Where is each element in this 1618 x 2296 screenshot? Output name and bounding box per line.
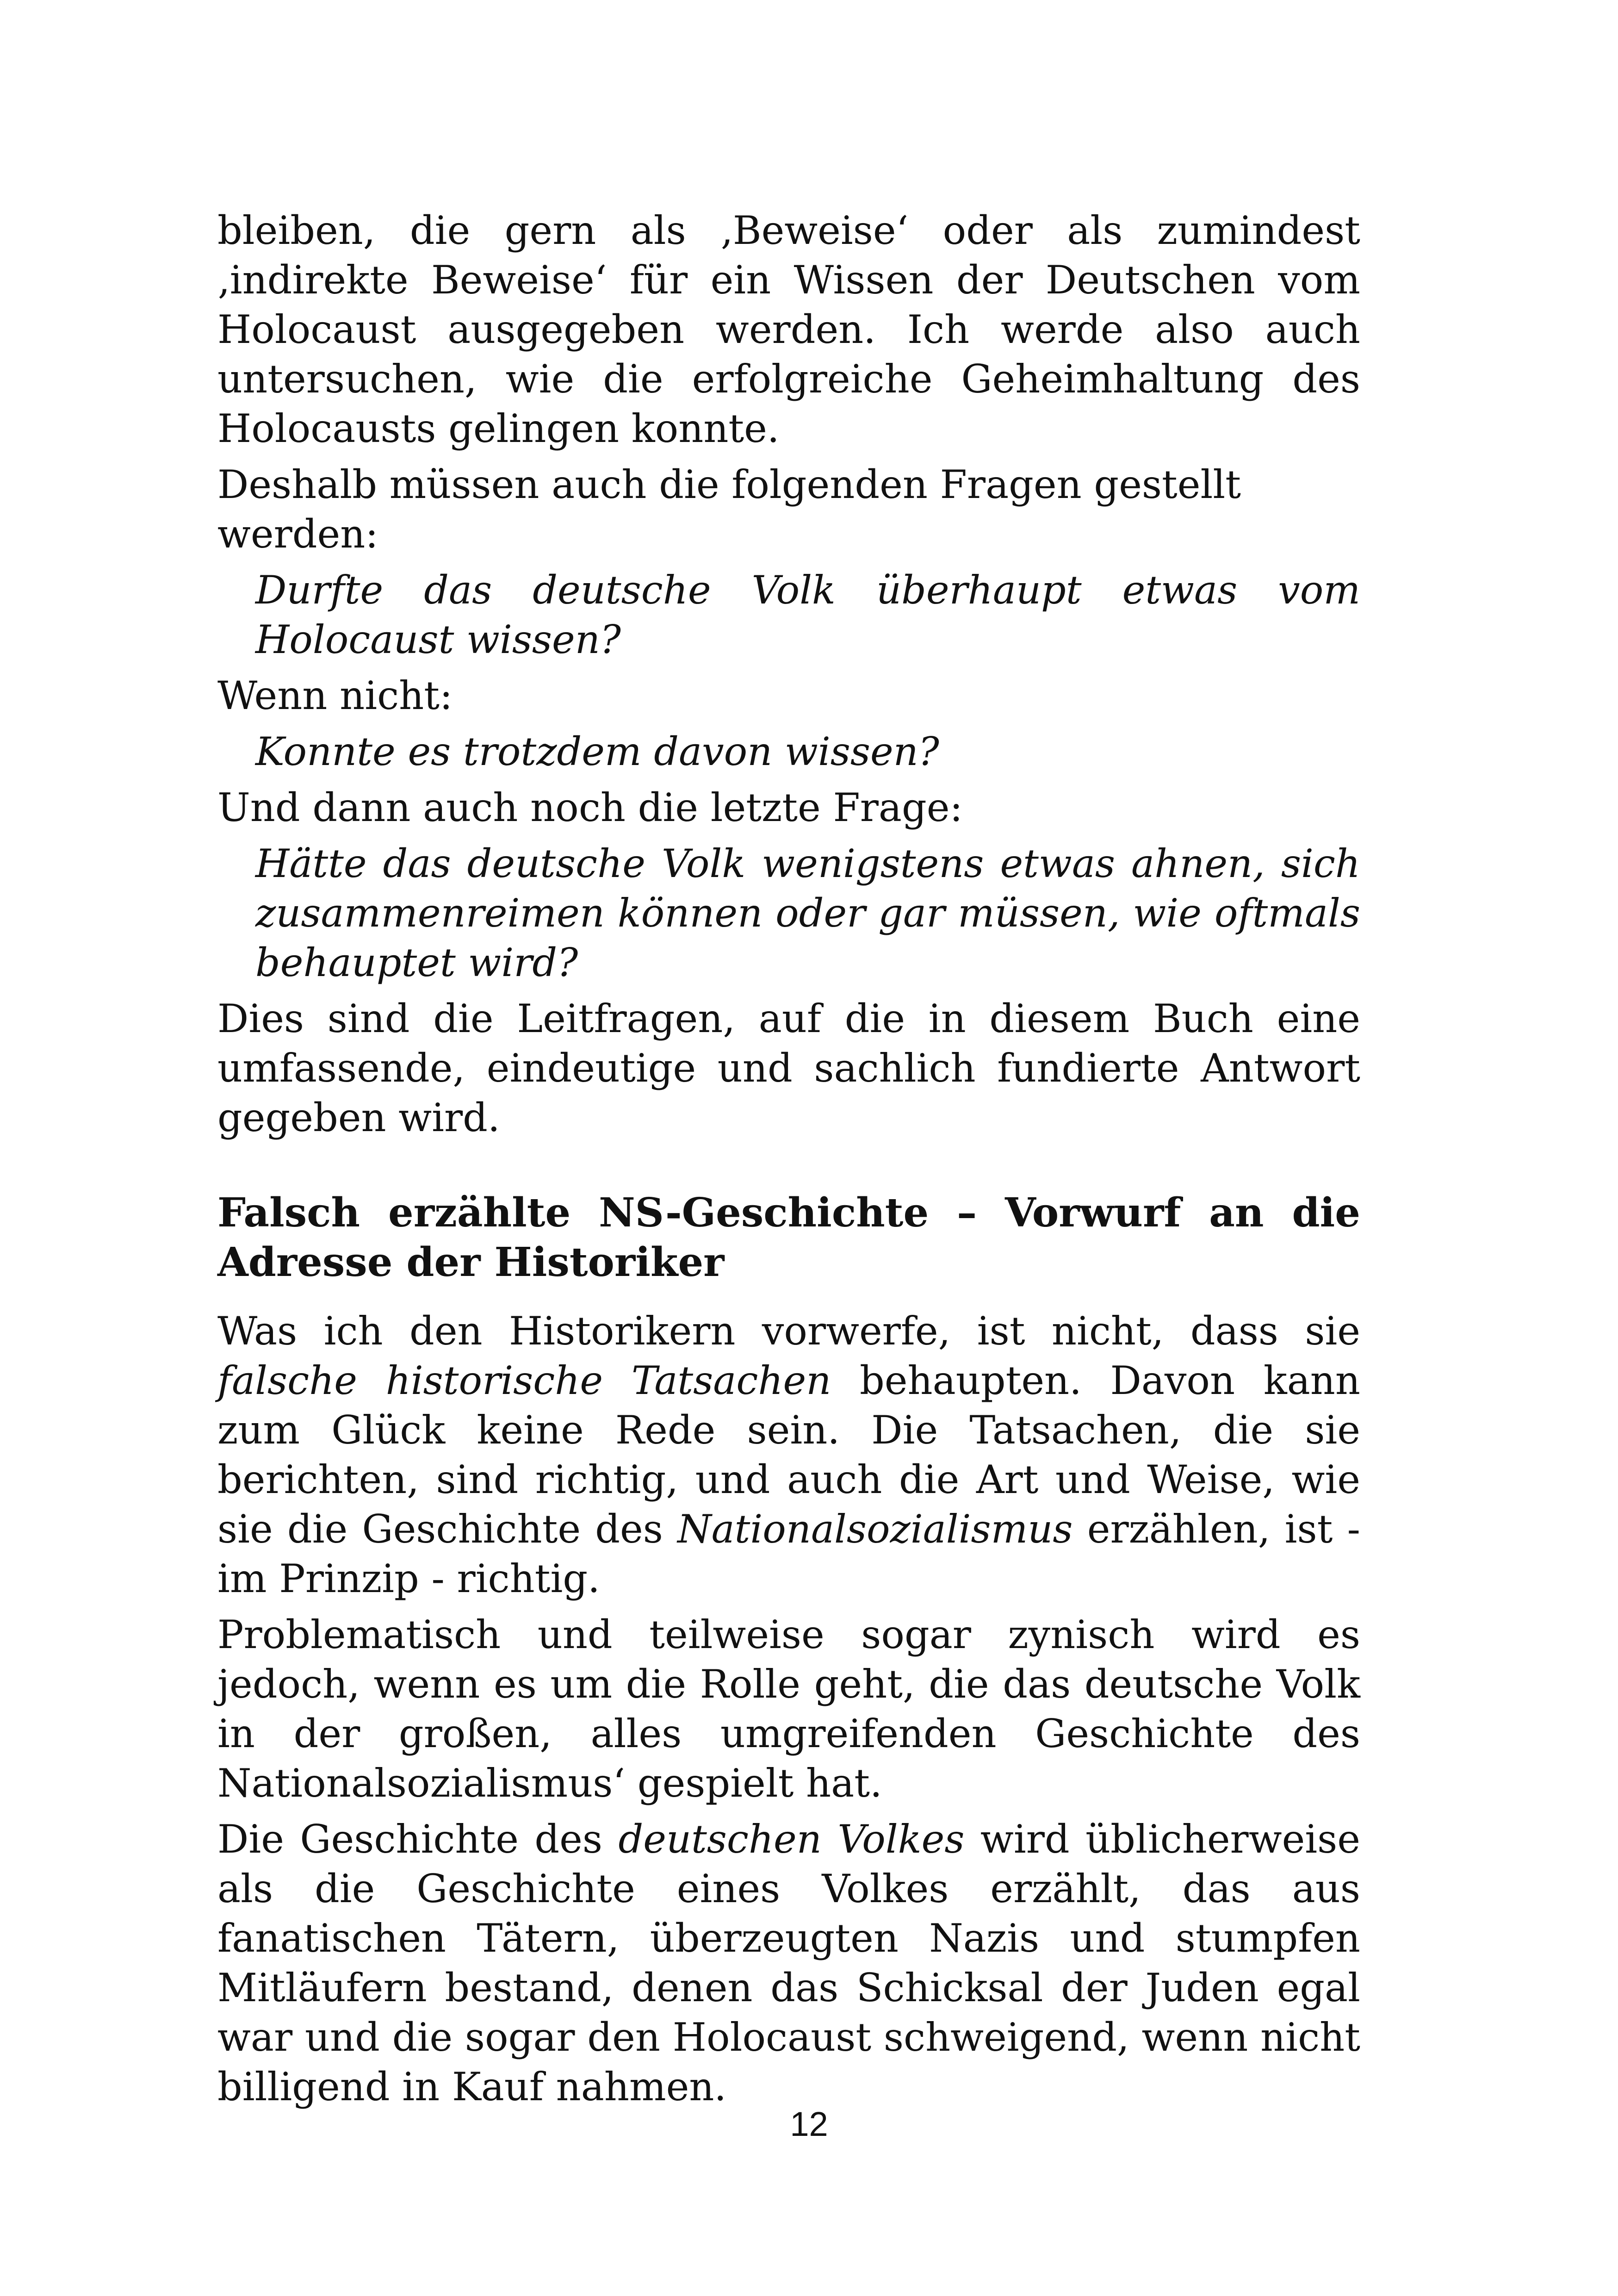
italic-run: falsche historische Tatsachen bbox=[217, 1358, 831, 1403]
question-2: Konnte es trotzdem davon wissen? bbox=[255, 729, 939, 774]
paragraph-geschichte bbox=[217, 1815, 1360, 2112]
paragraph-last-question-lead: Und dann auch noch die letzte Frage: bbox=[217, 785, 963, 830]
paragraph-leitfragen: Dies sind die Leitfragen, auf die in diesem Buch eine umfassende, eindeutige und sachlich fundierte Antwort gegeben wird. bbox=[217, 996, 1360, 1140]
text-run: behaupten. Davon kann zum Glück keine Rede sein. Die Tatsachen, die sie berichten, sind richtig, und auch die Art und Weise, wie sie die Geschichte des bbox=[217, 1358, 1360, 1552]
paragraph-problematisch: Problematisch und teilweise sogar zynisch wird es jedoch, wenn es um die Rolle geht, die das deutsche Volk in der großen, alles umgreifenden Geschichte des Nationalsozialismus‘ gespielt hat. bbox=[217, 1612, 1360, 1806]
question-3: Hätte das deutsche Volk wenigstens etwas ahnen, sich zusammenreimen können oder gar müssen, wie oftmals behauptet wird? bbox=[255, 841, 1360, 985]
page-body bbox=[217, 206, 1360, 2118]
text-run: erzählen, ist - im Prinzip - richtig. bbox=[217, 1506, 1360, 1601]
paragraph-vorwurf bbox=[217, 1307, 1360, 1604]
text-run: Was ich den Historikern vorwerfe, ist nicht, dass sie bbox=[217, 1308, 1360, 1354]
text-run: Die Geschichte des bbox=[217, 1817, 619, 1862]
italic-run: deutschen Volkes bbox=[618, 1817, 965, 1862]
page-number: 12 bbox=[790, 2105, 828, 2143]
paragraph-questions-lead: Deshalb müssen auch die folgenden Fragen gestellt werden: bbox=[217, 462, 1241, 557]
italic-run: Nationalsozialismus bbox=[677, 1506, 1073, 1552]
section-heading: Falsch erzählte NS-Geschichte – Vorwurf an die Adresse der Historiker bbox=[217, 1189, 1360, 1286]
paragraph-wenn-nicht: Wenn nicht: bbox=[217, 673, 453, 718]
paragraph-intro: bleiben, die gern als ‚Beweise‘ oder als zumindest ‚indirekte Beweise‘ für ein Wissen der Deutschen vom Holocaust ausgegeben werden. Ich werde also auch untersuchen, wie die erfolgreiche Geheimhaltung des Holocausts gelingen konnte. bbox=[217, 208, 1360, 451]
text-run: wird üblicherweise als die Geschichte eines Volkes erzählt, das aus fanatischen Tätern, überzeugten Nazis und stumpfen Mitläufern bestand, denen das Schicksal der Juden egal war und die sogar den Holocaust schweigend, wenn nicht billigend in Kauf nahmen. bbox=[217, 1817, 1360, 2109]
question-1: Durfte das deutsche Volk überhaupt etwas vom Holocaust wissen? bbox=[255, 567, 1360, 662]
